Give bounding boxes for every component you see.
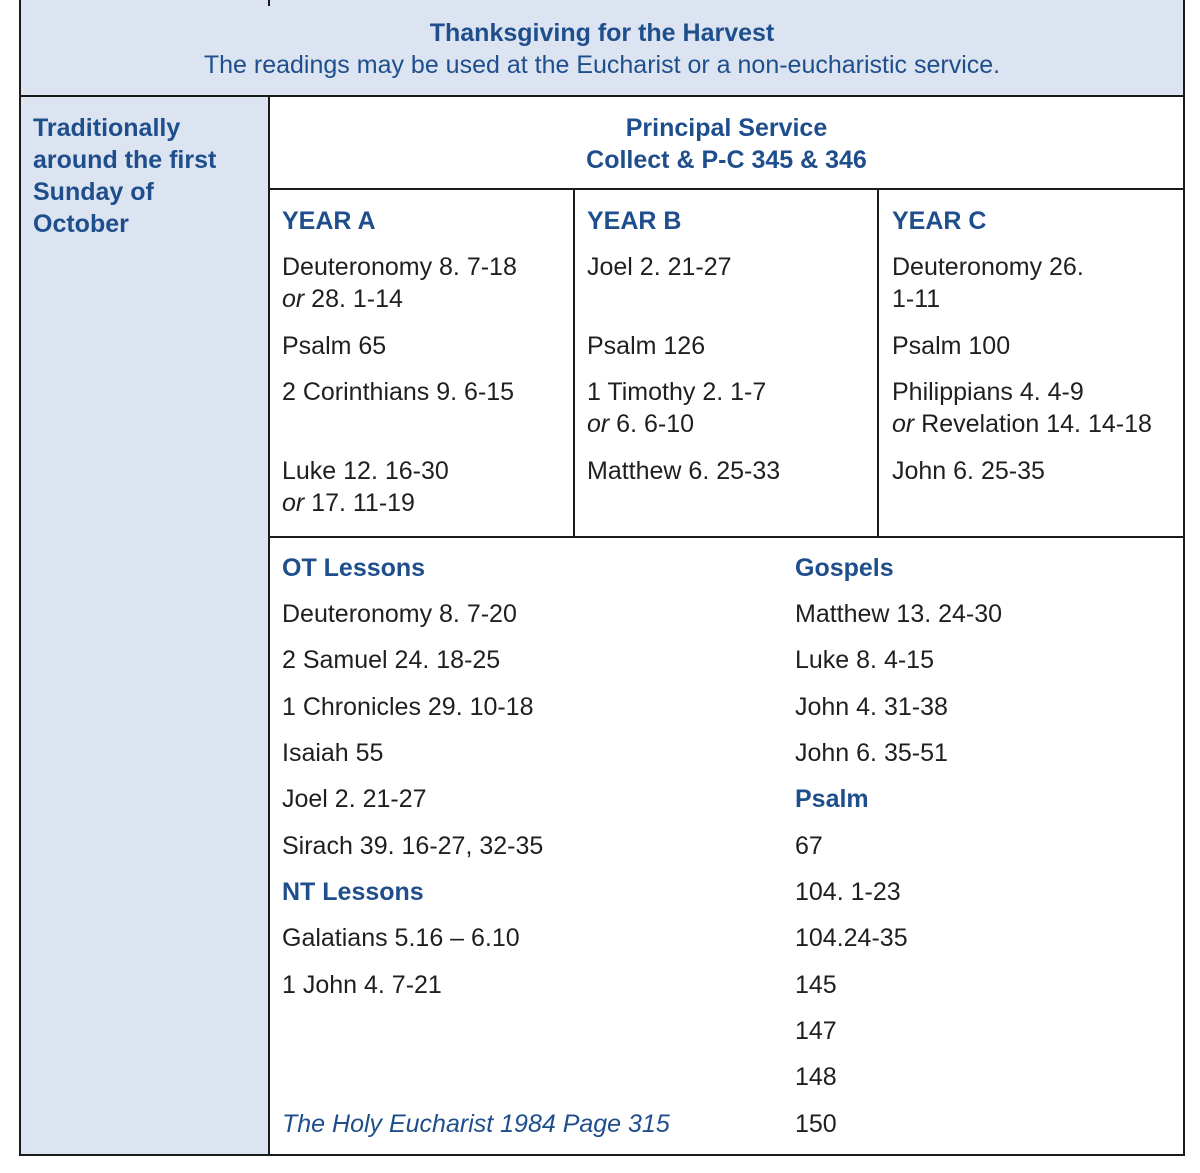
alt-reading: 6. 6-10 — [609, 410, 695, 438]
nt-lessons-heading: NT Lessons — [282, 878, 424, 906]
ot-lesson: Deuteronomy 8. 7-20 — [282, 600, 517, 628]
gospel-reading: Luke 8. 4-15 — [795, 646, 934, 674]
psalm-heading: Psalm — [795, 785, 869, 813]
psalm-reading: 67 — [795, 832, 823, 860]
year-b-psalm: Psalm 126 — [587, 332, 706, 360]
or-label: or — [282, 489, 305, 517]
principal-service-title: Principal Service — [625, 114, 828, 142]
year-a-b-divider — [573, 189, 575, 537]
ot-lesson: Isaiah 55 — [282, 739, 384, 767]
border-bottom — [19, 1154, 1185, 1156]
border-right — [1183, 0, 1185, 1156]
occasion-line-3: Sunday of — [33, 178, 154, 206]
year-c-reading-1: Deuteronomy 26. — [892, 253, 1084, 281]
year-b-label: YEAR B — [587, 207, 682, 235]
or-label: or — [282, 285, 305, 313]
year-b-epistle-alt — [587, 408, 694, 440]
alt-reading: Revelation 14. 14-18 — [914, 410, 1152, 438]
gospel-reading: John 6. 35-51 — [795, 739, 948, 767]
year-a-epistle: 2 Corinthians 9. 6-15 — [282, 378, 515, 406]
gospel-reading: Matthew 13. 24-30 — [795, 600, 1003, 628]
left-column-divider — [268, 96, 270, 1156]
top-tick — [268, 0, 270, 6]
occasion-line-4: October — [33, 210, 129, 238]
ot-lesson: 2 Samuel 24. 18-25 — [282, 646, 501, 674]
year-a-reading-1: Deuteronomy 8. 7-18 — [282, 253, 517, 281]
psalm-reading: 145 — [795, 971, 837, 999]
psalm-reading: 147 — [795, 1017, 837, 1045]
psalm-reading: 150 — [795, 1110, 837, 1138]
year-c-label: YEAR C — [892, 207, 987, 235]
year-c-epistle: Philippians 4. 4-9 — [892, 378, 1084, 406]
nt-lesson: 1 John 4. 7-21 — [282, 971, 442, 999]
ot-lessons-heading: OT Lessons — [282, 554, 426, 582]
year-b-gospel: Matthew 6. 25-33 — [587, 457, 781, 485]
page-title: Thanksgiving for the Harvest — [429, 19, 775, 47]
psalm-reading: 104. 1-23 — [795, 878, 901, 906]
psalm-reading: 104.24-35 — [795, 924, 908, 952]
alt-reading: 28. 1-14 — [304, 285, 403, 313]
year-a-label: YEAR A — [282, 207, 376, 235]
year-c-epistle-alt — [892, 408, 1152, 440]
title-divider — [19, 95, 1185, 97]
or-label: or — [892, 410, 915, 438]
year-a-gospel-alt — [282, 487, 415, 519]
year-b-epistle: 1 Timothy 2. 1-7 — [587, 378, 767, 406]
left-panel — [20, 96, 269, 1154]
year-a-gospel: Luke 12. 16-30 — [282, 457, 449, 485]
gospel-reading: John 4. 31-38 — [795, 693, 948, 721]
year-b-reading-1: Joel 2. 21-27 — [587, 253, 732, 281]
psalm-reading: 148 — [795, 1063, 837, 1091]
year-a-psalm: Psalm 65 — [282, 332, 387, 360]
occasion-line-1: Traditionally — [33, 114, 181, 142]
border-left — [19, 0, 21, 1156]
ot-lesson: 1 Chronicles 29. 10-18 — [282, 693, 534, 721]
years-bottom-divider — [268, 536, 1185, 538]
alt-reading: 17. 11-19 — [304, 489, 415, 517]
principal-divider — [268, 188, 1185, 190]
ot-lesson: Sirach 39. 16-27, 32-35 — [282, 832, 544, 860]
year-c-reading-1-cont: 1-11 — [892, 285, 941, 313]
gospels-heading: Gospels — [795, 554, 894, 582]
occasion-line-2: around the first — [33, 146, 217, 174]
or-label: or — [587, 410, 610, 438]
page-subtitle: The readings may be used at the Eucharist or a non-eucharistic service. — [203, 51, 1001, 79]
ot-lesson: Joel 2. 21-27 — [282, 785, 427, 813]
nt-lesson: Galatians 5.16 – 6.10 — [282, 924, 520, 952]
year-a-reading-1-alt — [282, 283, 403, 315]
principal-service-collect: Collect & P-C 345 & 346 — [586, 146, 867, 174]
year-c-gospel: John 6. 25-35 — [892, 457, 1045, 485]
footnote-reference: The Holy Eucharist 1984 Page 315 — [282, 1110, 670, 1138]
year-b-c-divider — [877, 189, 879, 537]
year-c-psalm: Psalm 100 — [892, 332, 1011, 360]
